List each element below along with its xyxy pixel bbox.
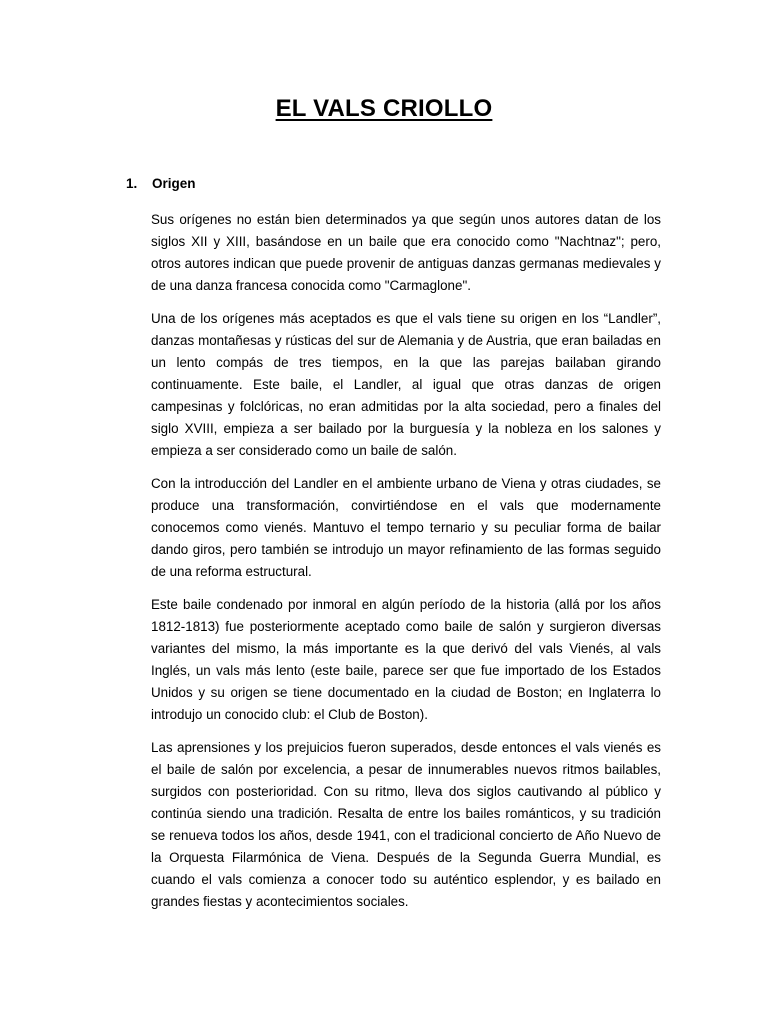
paragraph: Una de los orígenes más aceptados es que el vals tiene su origen en los “Landler”, danzas montañesas y rústicas del sur de Alemania y de Austria, que eran bailadas en un lento compás de tres tiempos, en la que las parejas bailaban girando continuamente. Este baile, el Landler, al igual que otras danzas de origen campesinas y folclóricas, no eran admitidas por la alta sociedad, pero a finales del siglo XVIII, empieza a ser bailado por la burguesía y la nobleza en los salones y empieza a ser considerado como un baile de salón.: [151, 311, 661, 458]
paragraph: Este baile condenado por inmoral en algún período de la historia (allá por los años 1812-1813) fue posteriormente aceptado como baile de salón y surgieron diversas variantes del mismo, la más importante es la que derivó del vals Vienés, al vals Inglés, un vals más lento (este baile, parece ser que fue importado de los Estados Unidos y su origen se tiene documentado en la ciudad de Boston; en Inglaterra lo introdujo un conocido club: el Club de Boston).: [151, 597, 661, 722]
section-title: Origen: [152, 176, 196, 191]
paragraph: Con la introducción del Landler en el ambiente urbano de Viena y otras ciudades, se produce una transformación, convirtiéndose en el vals que modernamente conocemos como vienés. Mantuvo el tempo ternario y su peculiar forma de bailar dando giros, pero también se introdujo un mayor refinamiento de las formas seguido de una reforma estructural.: [151, 476, 661, 579]
paragraph: Sus orígenes no están bien determinados ya que según unos autores datan de los siglos XII y XIII, basándose en un baile que era conocido como "Nachtnaz"; pero, otros autores indican que puede provenir de antiguas danzas germanas medievales y de una danza francesa conocida como "Carmaglone".: [151, 212, 661, 293]
section-heading: [126, 176, 196, 191]
section-body: [151, 209, 661, 924]
section-number: 1.: [126, 176, 138, 191]
document-title: EL VALS CRIOLLO: [275, 95, 493, 122]
paragraph: Las aprensiones y los prejuicios fueron superados, desde entonces el vals vienés es el baile de salón por excelencia, a pesar de innumerables nuevos ritmos bailables, surgidos con posterioridad. Con su ritmo, lleva dos siglos cautivando al público y continúa siendo una tradición. Resalta de entre los bailes románticos, y su tradición se renueva todos los años, desde 1941, con el tradicional concierto de Año Nuevo de la Orquesta Filarmónica de Viena. Después de la Segunda Guerra Mundial, es cuando el vals comienza a conocer todo su auténtico esplendor, y es bailado en grandes fiestas y acontecimientos sociales.: [151, 740, 661, 909]
